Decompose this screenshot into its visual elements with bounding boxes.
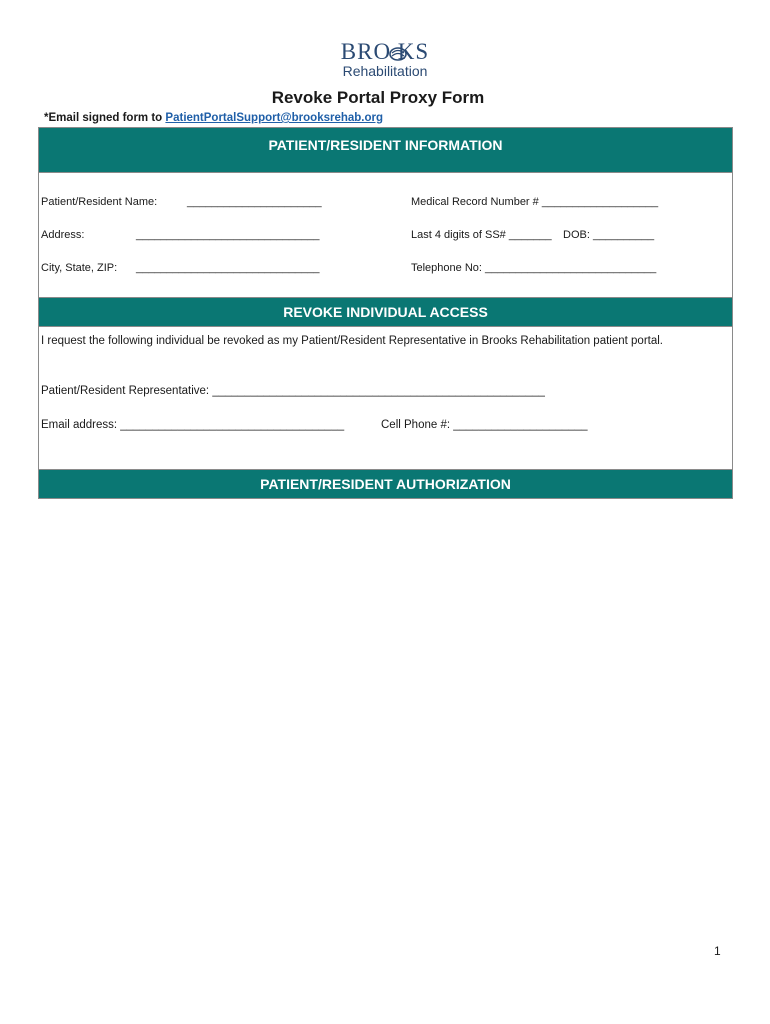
support-email-link[interactable]: PatientPortalSupport@brooksrehab.org bbox=[165, 112, 384, 124]
address-label: Address: bbox=[41, 229, 85, 241]
logo-brand-text: BRO KS bbox=[340, 39, 430, 64]
page-title: Revoke Portal Proxy Form bbox=[271, 88, 485, 107]
revoke-statement: I request the following individual be revoked as my Patient/Resident Representative in Brooks Rehabilitation patient portal. bbox=[41, 335, 663, 347]
city-state-zip-label: City, State, ZIP: bbox=[41, 262, 118, 274]
patient-name-label: Patient/Resident Name: bbox=[41, 196, 158, 208]
city-state-zip-field[interactable]: ______________________________ bbox=[136, 262, 320, 274]
patient-info-heading: PATIENT/RESIDENT INFORMATION bbox=[39, 128, 732, 173]
medical-record-field[interactable]: Medical Record Number # ___________________ bbox=[411, 196, 659, 208]
authorization-heading: PATIENT/RESIDENT AUTHORIZATION bbox=[39, 470, 732, 498]
email-instruction bbox=[44, 112, 383, 124]
revoke-form bbox=[38, 127, 733, 499]
patient-name-field[interactable]: ______________________ bbox=[187, 196, 322, 208]
email-instruction-text: *Email signed form to bbox=[44, 112, 166, 124]
page-number: 1 bbox=[714, 944, 721, 958]
patient-info-section bbox=[39, 173, 732, 298]
telephone-field[interactable]: Telephone No: ____________________________ bbox=[411, 262, 657, 274]
revoke-access-heading: REVOKE INDIVIDUAL ACCESS bbox=[39, 298, 732, 327]
representative-field[interactable]: Patient/Resident Representative: ____________________________________________________ bbox=[41, 385, 545, 397]
email-address-field[interactable]: Email address: ___________________________________ bbox=[41, 419, 345, 431]
address-field[interactable]: ______________________________ bbox=[136, 229, 320, 241]
logo-subtitle: Rehabilitation bbox=[342, 63, 428, 79]
brooks-logo bbox=[330, 40, 440, 79]
cell-phone-field[interactable]: Cell Phone #: _____________________ bbox=[381, 419, 588, 431]
dob-field[interactable]: DOB: __________ bbox=[563, 229, 655, 241]
logo-emblem-icon bbox=[388, 47, 408, 61]
revoke-access-section bbox=[39, 327, 732, 470]
ssn-field[interactable]: Last 4 digits of SS# _______ bbox=[411, 229, 552, 241]
